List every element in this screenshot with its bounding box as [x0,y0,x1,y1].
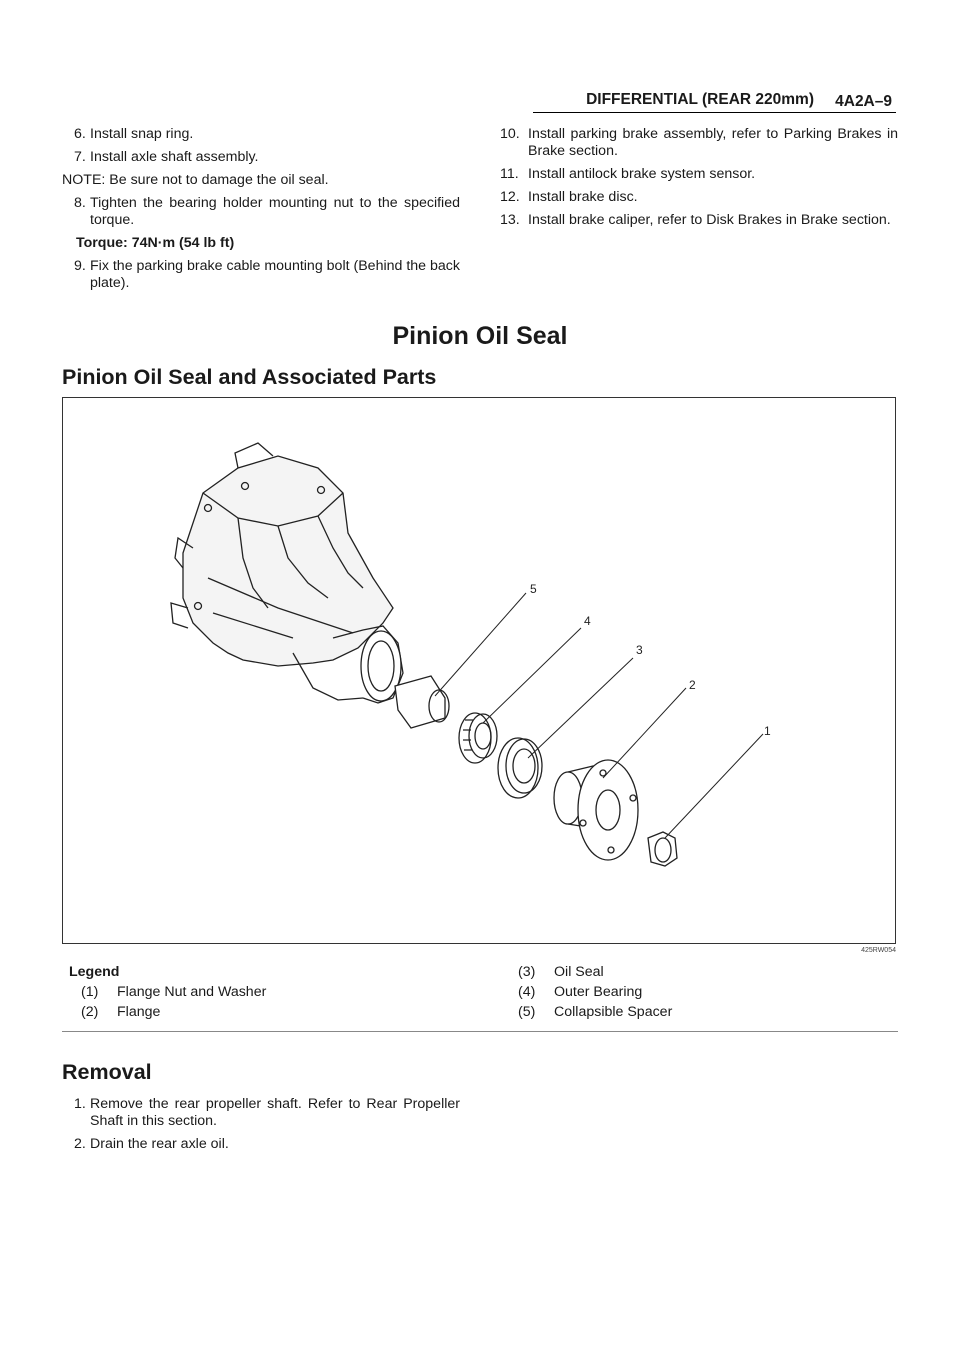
step-text: Install brake caliper, refer to Disk Brakes in Brake section. [528,212,891,228]
step-13 [500,212,898,229]
figure-code: 425RW054 [861,947,896,954]
differential-carrier [171,443,403,703]
step-number: 12. [500,189,520,205]
legend-item-5 [518,1002,898,1022]
step-11 [500,166,898,183]
legend-right [518,962,898,1022]
legend-label: Outer Bearing [554,984,643,1000]
removal-step-1 [62,1096,460,1130]
flange-nut [648,832,677,866]
flange [554,760,638,860]
step-text: Drain the rear axle oil. [90,1136,229,1152]
callout-1: 1 [764,724,771,738]
legend-number: (2) [81,1004,99,1020]
step-text: Install parking brake assembly, refer to Parking Brakes in Brake section. [528,126,898,159]
legend-number: (3) [518,964,536,980]
step-number: 1. [74,1096,86,1112]
step-6 [62,126,460,143]
step-12 [500,189,898,206]
step-7 [62,149,460,166]
step-text: Remove the rear propeller shaft. Refer to Rear Propeller Shaft in this section. [90,1096,460,1129]
torque-spec: Torque: 74N·m (54 lb ft) [76,235,235,251]
step-number: 6. [74,126,86,142]
callout-2: 2 [689,678,696,692]
legend-item-3 [518,962,898,982]
pinion-parts-drawing [63,398,895,943]
step-number: 7. [74,149,86,165]
left-column [62,126,460,298]
legend-label: Oil Seal [554,964,604,980]
right-column [500,126,898,235]
legend-number: (4) [518,984,536,1000]
legend-label: Collapsible Spacer [554,1004,673,1020]
legend-label: Flange [117,1004,161,1020]
exploded-view-figure [62,397,896,944]
removal-steps [62,1096,460,1159]
callout-5: 5 [530,582,537,596]
legend-number: (1) [81,984,99,1000]
legend-item-1 [69,982,469,1002]
step-number: 8. [74,195,86,211]
legend-number: (5) [518,1004,536,1020]
collapsible-spacer [395,676,449,728]
callout-4: 4 [584,614,591,628]
subsection-title: Pinion Oil Seal and Associated Parts [62,365,437,389]
step-10 [500,126,898,160]
step-text: Install axle shaft assembly. [90,149,259,165]
legend-item-2 [69,1002,469,1022]
step-number: 2. [74,1136,86,1152]
step-8 [62,195,460,229]
legend-label: Flange Nut and Washer [117,984,267,1000]
callout-3: 3 [636,643,643,657]
legend-left [69,962,469,1022]
step-text: Install brake disc. [528,189,638,205]
section-title: Pinion Oil Seal [392,322,568,350]
step-text: Install antilock brake system sensor. [528,166,756,182]
step-number: 10. [500,126,520,142]
outer-bearing [459,713,497,763]
step-number: 9. [74,258,86,274]
removal-title: Removal [62,1060,152,1084]
removal-step-2 [62,1136,460,1153]
step-text: Fix the parking brake cable mounting bolt (Behind the back plate). [90,258,460,291]
header-rule [533,112,896,113]
legend-item-4 [518,982,898,1002]
legend-rule [62,1031,898,1032]
step-number: 13. [500,212,520,228]
step-number: 11. [500,166,519,182]
legend-title: Legend [69,964,120,980]
oil-seal [498,738,542,798]
note: NOTE: Be sure not to damage the oil seal. [62,172,329,188]
step-9 [62,258,460,292]
step-text: Tighten the bearing holder mounting nut to the specified torque. [90,195,460,228]
running-header-title: DIFFERENTIAL (REAR 220mm) [586,91,814,108]
step-text: Install snap ring. [90,126,194,142]
page-number: 4A2A–9 [835,93,892,110]
